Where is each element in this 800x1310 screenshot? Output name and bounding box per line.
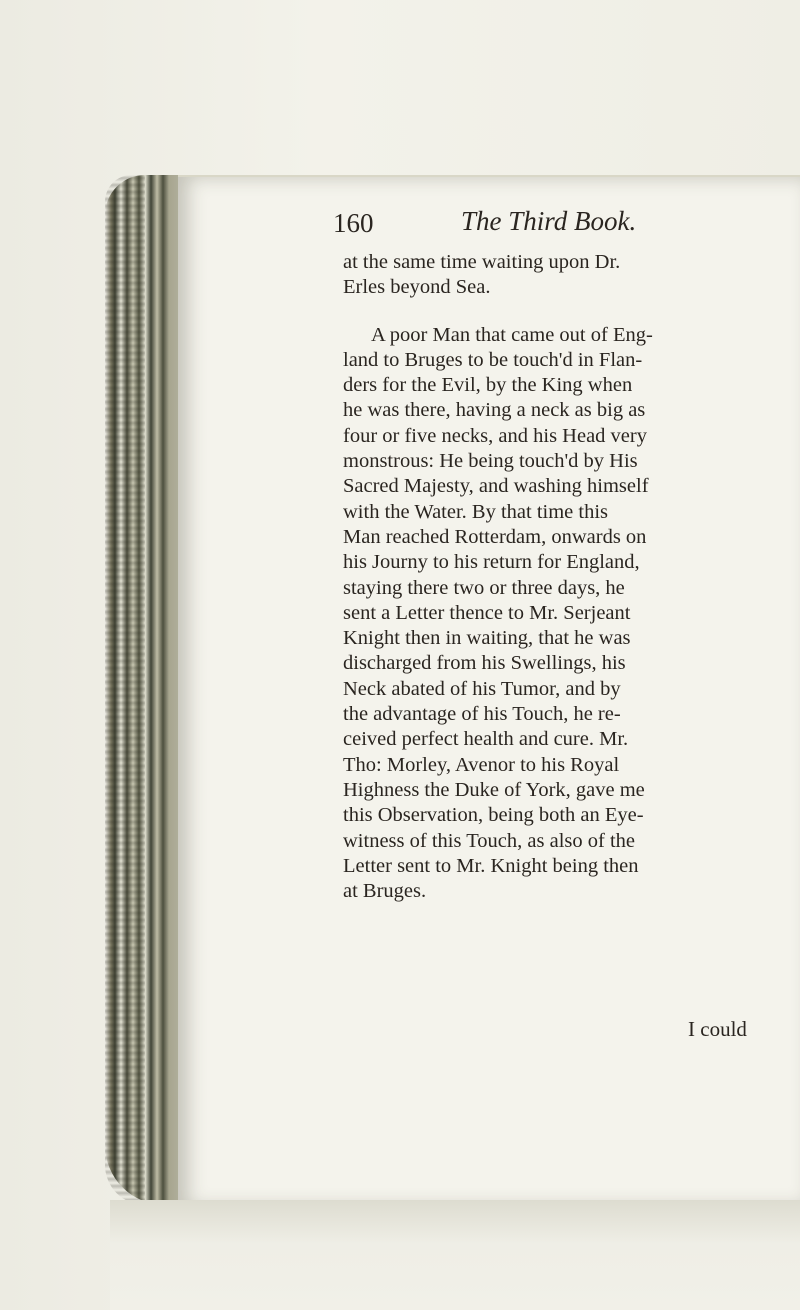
text-line: Highness the Duke of York, gave me: [343, 778, 645, 801]
text-line: the advantage of his Touch, he re-: [343, 703, 621, 726]
text-line: land to Bruges to be touch'd in Flan-: [343, 348, 643, 371]
running-head: The Third Book.: [461, 206, 637, 236]
text-line: A poor Man that came out of Eng-: [371, 323, 653, 346]
page-bottom-shadow: [110, 1200, 800, 1310]
text-line: Tho: Morley, Avenor to his Royal: [343, 753, 620, 776]
text-line: Man reached Rotterdam, onwards on: [343, 525, 647, 548]
body-text: [343, 250, 763, 904]
text-line: his Journy to his return for England,: [343, 551, 640, 574]
text-line: sent a Letter thence to Mr. Serjeant: [343, 601, 631, 624]
page-header: [333, 208, 783, 244]
text-line: ders for the Evil, by the King when: [343, 374, 633, 397]
text-line: at the same time waiting upon Dr.: [343, 251, 621, 273]
text-line: ceived perfect health and cure. Mr.: [343, 728, 629, 751]
text-line: four or five necks, and his Head very: [343, 424, 647, 447]
text-line: Neck abated of his Tumor, and by: [343, 677, 621, 700]
text-line: discharged from his Swellings, his: [343, 652, 626, 675]
text-line: staying there two or three days, he: [343, 576, 625, 599]
text-line: Sacred Majesty, and washing himself: [343, 475, 649, 498]
text-line: he was there, having a neck as big as: [343, 399, 646, 422]
text-line: Letter sent to Mr. Knight being then: [343, 854, 639, 877]
text-line: Erles beyond Sea.: [343, 276, 491, 299]
page-edges: [105, 175, 145, 1205]
paragraph-gap: [343, 301, 763, 323]
text-line: monstrous: He being touch'd by His: [343, 450, 638, 473]
catchword: I could: [688, 1017, 747, 1041]
text-line: this Observation, being both an Eye-: [343, 804, 644, 827]
text-line: with the Water. By that time this: [343, 500, 609, 523]
text-line: at Bruges.: [343, 880, 427, 903]
text-line: Knight then in waiting, that he was: [343, 627, 631, 650]
text-line: witness of this Touch, as also of the: [343, 829, 635, 852]
page-number: 160: [333, 208, 374, 238]
